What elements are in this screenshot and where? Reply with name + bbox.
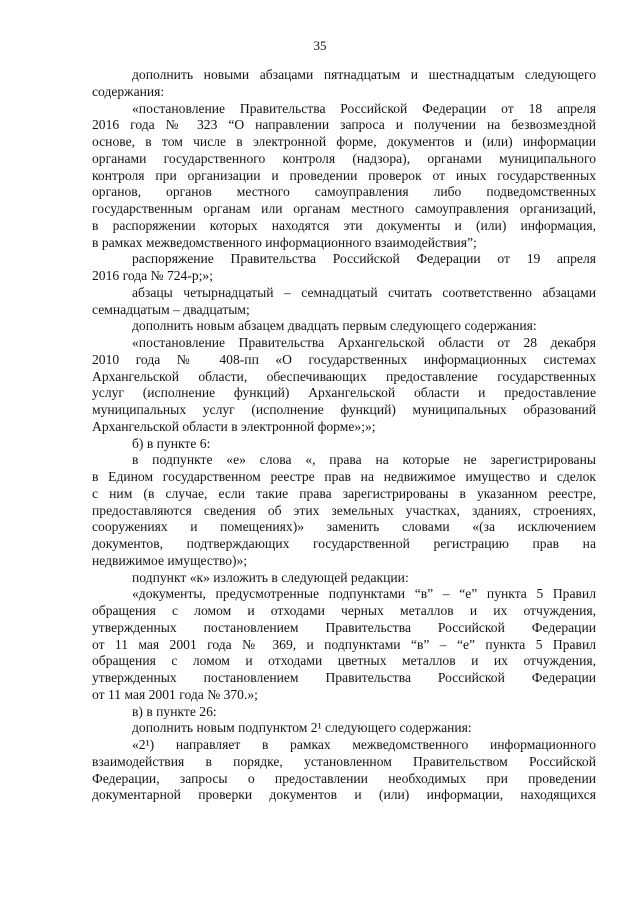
- document-body: [92, 67, 596, 804]
- text-line: с ним (в случае, если такие права зарегистрированы в указанном реестре,: [92, 485, 596, 501]
- text-line: органов, органов местного самоуправления либо подведомственных: [92, 184, 596, 200]
- text-line: предоставляются сведения об этих земельных участках, зданиях, строениях,: [92, 502, 596, 518]
- text-line: утвержденных постановлением Правительства Российской Федерации: [92, 619, 596, 635]
- text-line: от 11 мая 2001 года № 370.»;: [92, 686, 258, 702]
- text-line: Архангельской области, обеспечивающих предоставление государственных: [92, 368, 596, 384]
- text-line: «документы, предусмотренные подпунктами “в” – “е” пункта 5 Правил: [132, 586, 596, 602]
- paragraph: [92, 586, 596, 703]
- text-line: в подпункте «е» слова «, права на которые не зарегистрированы: [132, 452, 596, 468]
- paragraph: [92, 285, 596, 319]
- text-line: 2016 года № 724-р;»;: [92, 268, 214, 283]
- page-number: 35: [313, 38, 327, 53]
- text-line: 2010 года № 408-пп «О государственных информационных системах: [92, 351, 596, 367]
- text-line: утвержденных постановлением Правительства Российской Федерации: [92, 670, 596, 685]
- text-line: дополнить новыми абзацами пятнадцатым и шестнадцатым следующего: [132, 67, 596, 82]
- text-line: дополнить новым подпунктом 2¹ следующего содержания:: [132, 720, 472, 736]
- paragraph: [92, 570, 596, 587]
- paragraph: [92, 101, 596, 252]
- text-line: в Едином государственном реестре прав на недвижимое имущество и сделок: [92, 469, 596, 484]
- text-line: взаимодействия в порядке, установленном Правительством Российской: [92, 753, 596, 769]
- paragraph: [92, 251, 596, 285]
- text-line: абзацы четырнадцатый – семнадцатый считать соответственно абзацами: [132, 284, 596, 300]
- text-line: органами государственного контроля (надзора), органами муниципального: [92, 150, 596, 166]
- text-line: контроля при организации и проведении проверок от иных государственных: [92, 167, 596, 183]
- text-line: в) в пункте 26:: [132, 703, 217, 719]
- text-line: услуг (исполнение функций) Архангельской области и предоставление: [92, 385, 596, 401]
- paragraph: [92, 335, 596, 436]
- text-line: Федерации, запросы о предоставлении необходимых при проведении: [92, 770, 596, 786]
- text-line: б) в пункте 6:: [132, 435, 211, 451]
- paragraph: [92, 67, 596, 101]
- text-line: распоряжение Правительства Российской Федерации от 19 апреля: [132, 251, 596, 267]
- text-line: сооружениях и помещениях)» заменить словами «(за исключением: [92, 519, 596, 535]
- text-line: недвижимое имущество)»;: [92, 552, 248, 568]
- paragraph: [92, 704, 596, 721]
- text-line: «постановление Правительства Архангельской области от 28 декабря: [132, 335, 596, 350]
- text-line: содержания:: [92, 83, 165, 99]
- text-line: семнадцатым – двадцатым;: [92, 301, 250, 317]
- text-line: основе, в том числе в электронной форме, документов и (или) информации: [92, 134, 596, 149]
- text-line: от 11 мая 2001 года № 369, и подпунктами “в” – “е” пункта 5 Правил: [92, 636, 596, 652]
- paragraph: [92, 737, 596, 804]
- text-line: 2016 года № 323 “О направлении запроса и получении на безвозмездной: [92, 117, 596, 133]
- paragraph: [92, 720, 596, 737]
- text-line: в распоряжении которых находятся эти документы и (или) информация,: [92, 217, 596, 233]
- text-line: «постановление Правительства Российской Федерации от 18 апреля: [132, 100, 596, 116]
- text-line: в рамках межведомственного информационного взаимодействия”;: [92, 234, 477, 250]
- text-line: документов, подтверждающих государственной регистрацию прав на: [92, 536, 596, 551]
- text-line: Архангельской области в электронной форме»;»;: [92, 418, 376, 434]
- text-line: «2¹) направляет в рамках межведомственного информационного: [132, 737, 596, 752]
- text-line: обращения с ломом и отходами черных металлов и их отчуждения,: [92, 603, 596, 618]
- text-line: государственным органам или органам местного самоуправления организаций,: [92, 201, 596, 216]
- paragraph: [92, 436, 596, 453]
- text-line: документарной проверки документов и (или) информации, находящихся: [92, 787, 596, 803]
- text-line: подпункт «к» изложить в следующей редакции:: [132, 569, 409, 585]
- text-line: муниципальных услуг (исполнение функций) муниципальных образований: [92, 402, 596, 417]
- paragraph: [92, 318, 596, 335]
- text-line: обращения с ломом и отходами цветных металлов и их отчуждения,: [92, 653, 596, 669]
- paragraph: [92, 452, 596, 569]
- text-line: дополнить новым абзацем двадцать первым следующего содержания:: [132, 318, 537, 334]
